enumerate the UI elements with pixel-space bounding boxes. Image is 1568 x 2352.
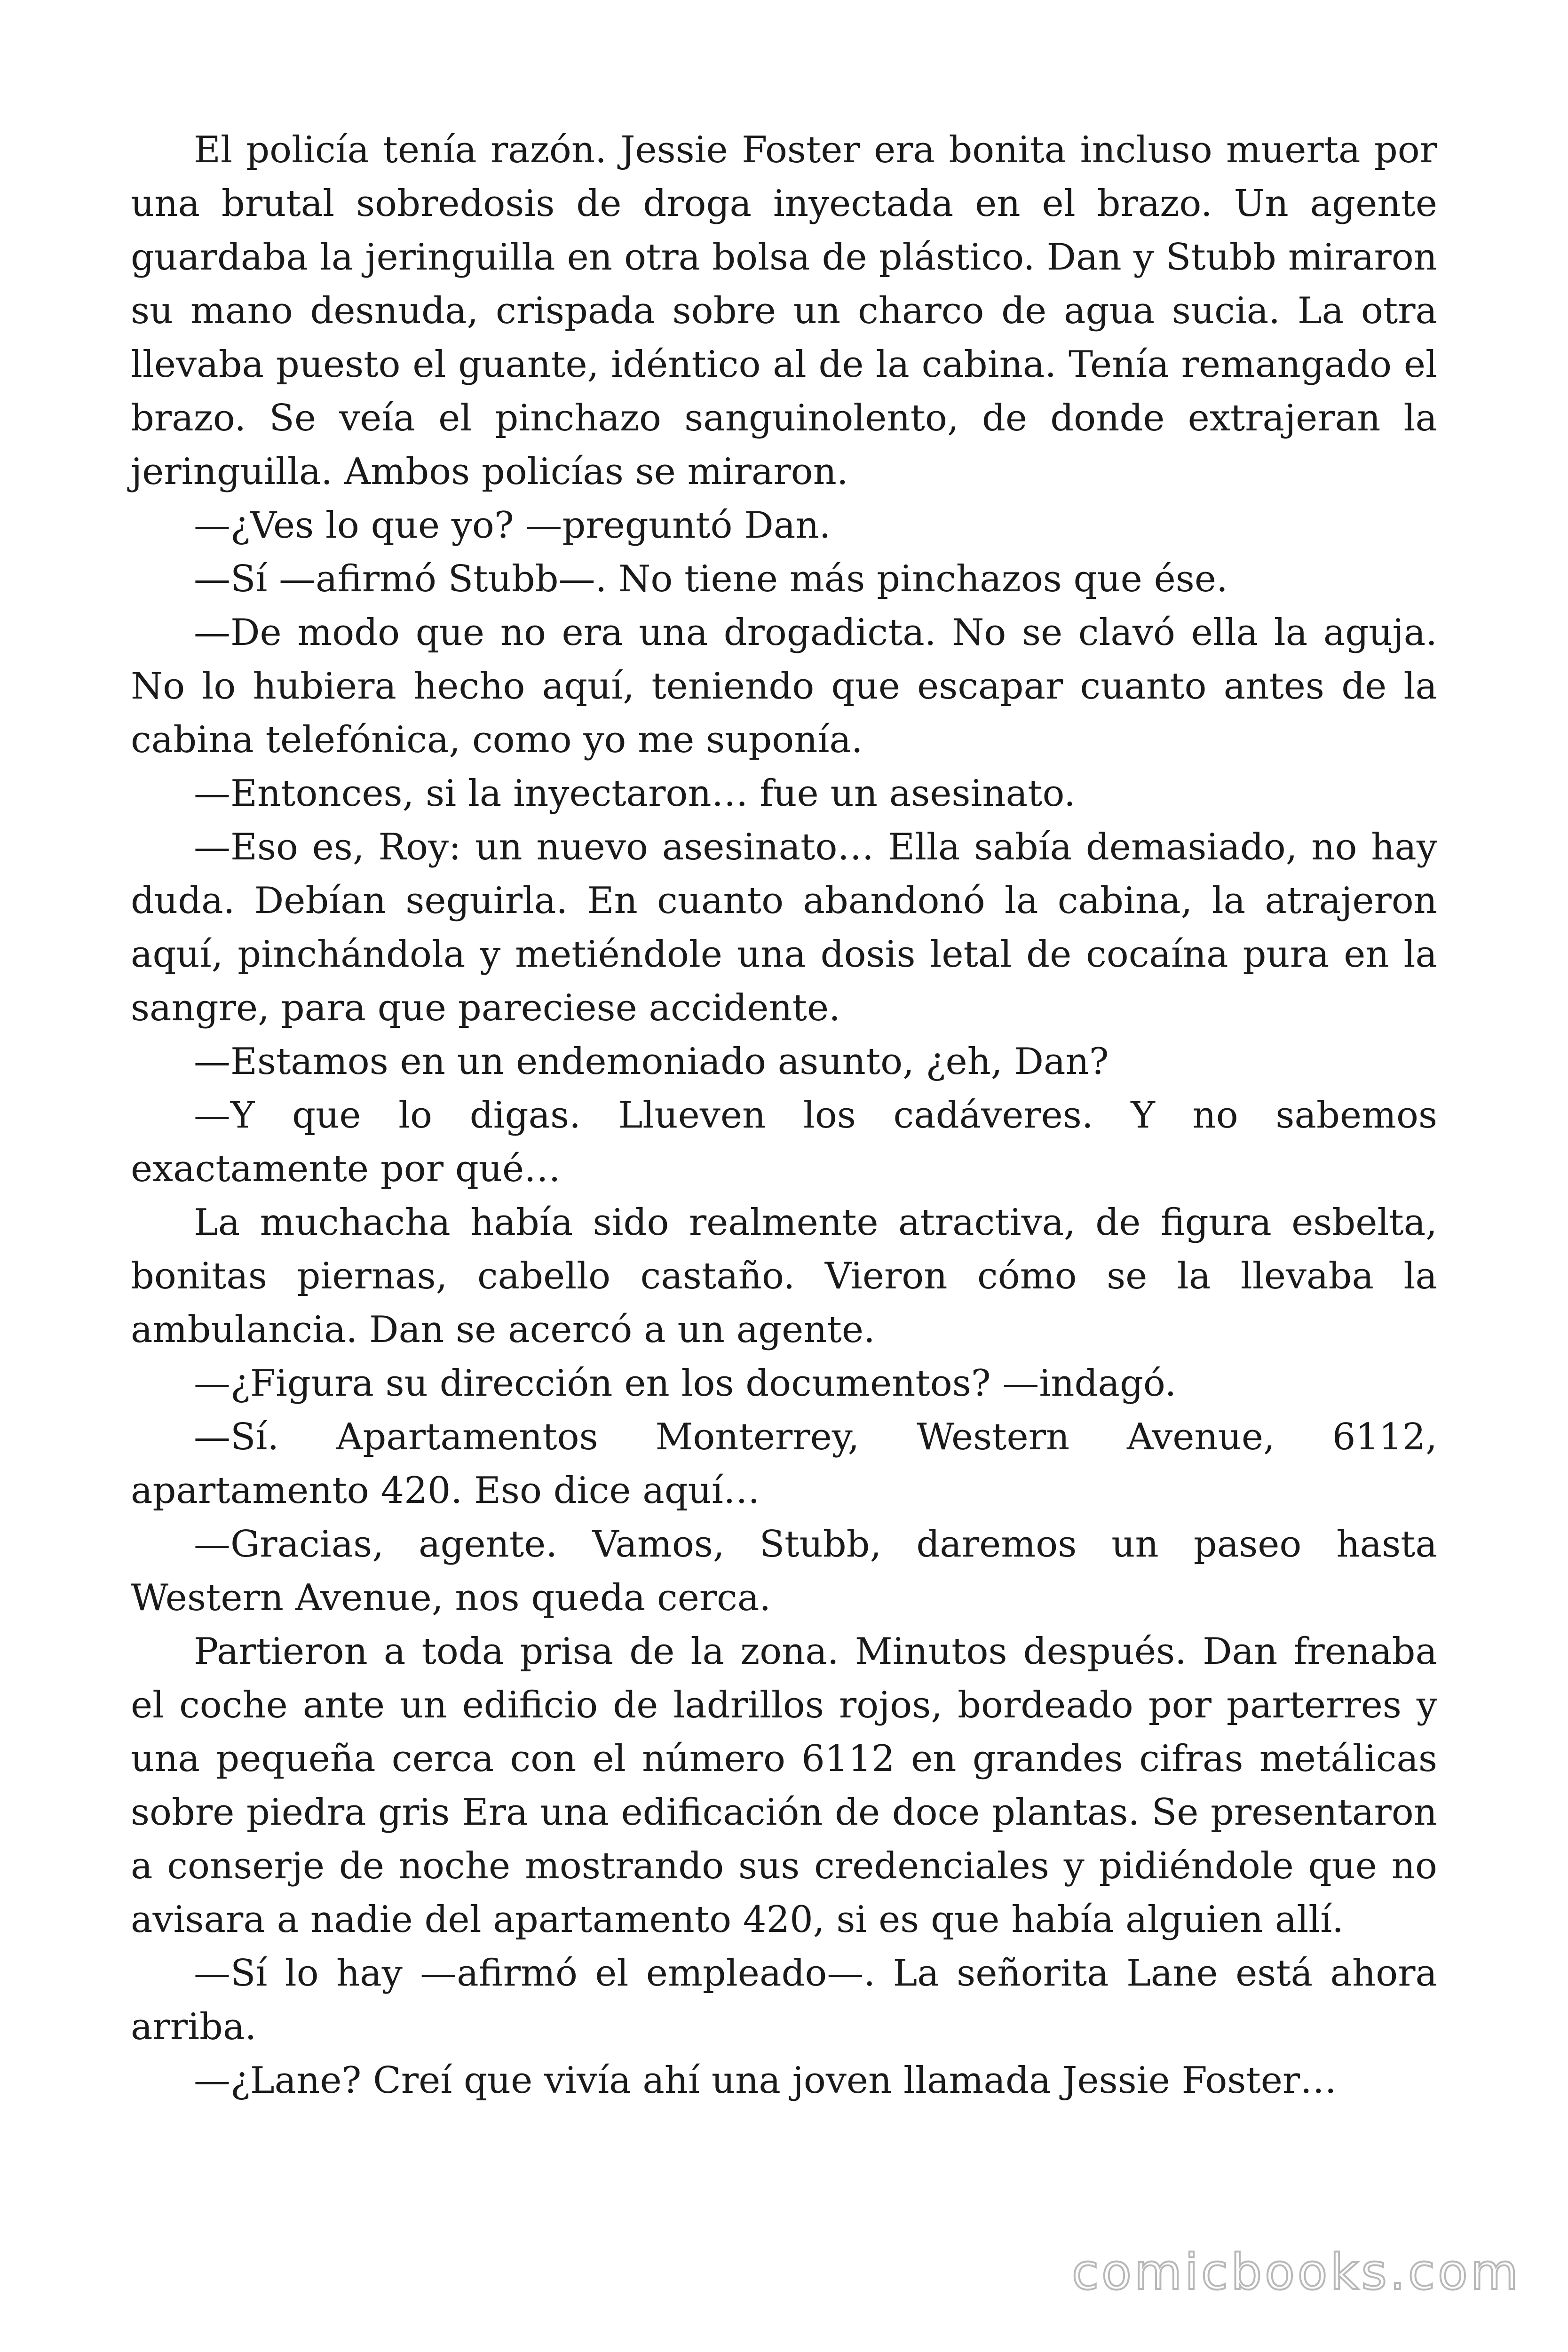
paragraph: —¿Figura su dirección en los documentos? —indagó.	[194, 1362, 1177, 1405]
paragraph: La muchacha había sido realmente atractiva, de figura esbelta, bonitas piernas, cabello castaño. Vieron cómo se la llevaba la ambulancia. Dan se acercó a un agente.	[131, 1201, 1437, 1351]
paragraph: El policía tenía razón. Jessie Foster era bonita incluso muerta por una brutal sobredosis de droga inyectada en el brazo. Un agente guardaba la jeringuilla en otra bolsa de plástico. Dan y Stubb miraron su mano desnuda, crispada sobre un charco de agua sucia. La otra llevaba puesto el guante, idéntico al de la cabina. Tenía remangado el brazo. Se veía el pinchazo sanguinolento, de donde extrajeran la jeringuilla. Ambos policías se miraron.	[131, 129, 1437, 493]
paragraph: Partieron a toda prisa de la zona. Minutos después. Dan frenaba el coche ante un edificio de ladrillos rojos, bordeado por parterres y una pequeña cerca con el número 6112 en grandes cifras metálicas sobre piedra gris Era una edificación de doce plantas. Se presentaron a conserje de noche mostrando sus credenciales y pidiéndole que no avisara a nadie del apartamento 420, si es que había alguien allí.	[131, 1630, 1437, 1941]
paragraph: —Gracias, agente. Vamos, Stubb, daremos un paseo hasta Western Avenue, nos queda cerca.	[131, 1523, 1437, 1619]
paragraph: —¿Lane? Creí que vivía ahí una joven llamada Jessie Foster…	[194, 2059, 1337, 2102]
paragraph: —Estamos en un endemoniado asunto, ¿eh, Dan?	[194, 1041, 1109, 1083]
paragraph: —Sí —afirmó Stubb—. No tiene más pinchazos que ése.	[194, 558, 1228, 600]
paragraph: —Entonces, si la inyectaron… fue un asesinato.	[194, 772, 1076, 815]
body-text	[131, 123, 1437, 2107]
paragraph: —Sí lo hay —afirmó el empleado—. La señorita Lane está ahora arriba.	[131, 1952, 1437, 2048]
paragraph: —De modo que no era una drogadicta. No se clavó ella la aguja. No lo hubiera hecho aquí, teniendo que escapar cuanto antes de la cabina telefónica, como yo me suponía.	[131, 612, 1437, 761]
paragraph: —¿Ves lo que yo? —preguntó Dan.	[194, 504, 831, 547]
paragraph: —Sí. Apartamentos Monterrey, Western Avenue, 6112, apartamento 420. Eso dice aquí…	[131, 1416, 1437, 1512]
paragraph: —Y que lo digas. Llueven los cadáveres. Y no sabemos exactamente por qué…	[131, 1094, 1437, 1190]
watermark: comicbooks.com	[1071, 2243, 1521, 2301]
paragraph: —Eso es, Roy: un nuevo asesinato… Ella sabía demasiado, no hay duda. Debían seguirla. En cuanto abandonó la cabina, la atrajeron aquí, pinchándola y metiéndole una dosis letal de cocaína pura en la sangre, para que pareciese accidente.	[131, 826, 1437, 1029]
